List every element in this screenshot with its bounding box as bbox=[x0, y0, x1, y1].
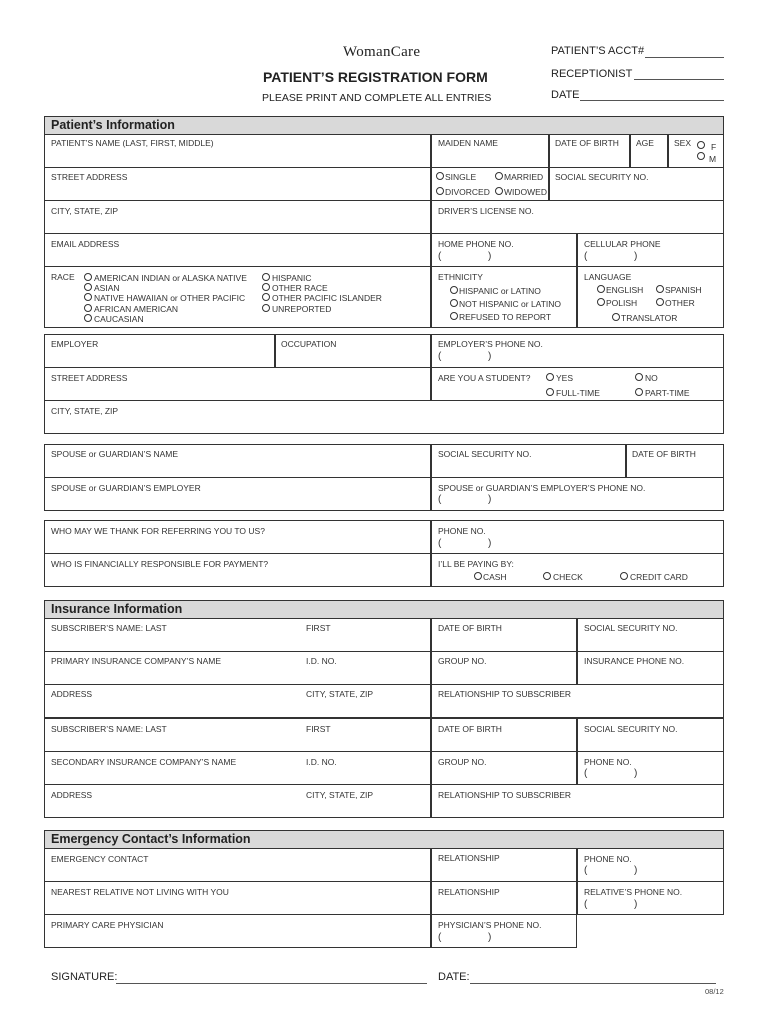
signature-label: SIGNATURE: bbox=[51, 971, 118, 983]
form-title: PATIENT’S REGISTRATION FORM bbox=[263, 69, 488, 85]
footer-date-line[interactable] bbox=[470, 983, 716, 984]
race-other-pacific-radio[interactable] bbox=[262, 293, 270, 301]
date-field[interactable] bbox=[580, 100, 724, 101]
ethnicity-option: REFUSED TO REPORT bbox=[459, 312, 552, 322]
form-version-code: 08/12 bbox=[705, 987, 724, 996]
student-yes-radio[interactable] bbox=[546, 373, 554, 381]
part-time-radio[interactable] bbox=[635, 388, 643, 396]
email-label: EMAIL ADDRESS bbox=[51, 239, 120, 249]
paying-by-label: I’LL BE PAYING BY: bbox=[438, 559, 514, 569]
ethnicity-hispanic-radio[interactable] bbox=[450, 286, 458, 294]
sex-m-radio[interactable] bbox=[697, 152, 705, 160]
subscriber-dob-label: DATE OF BIRTH bbox=[438, 623, 502, 633]
race-native-hawaiian-radio[interactable] bbox=[84, 293, 92, 301]
physician-label: PRIMARY CARE PHYSICIAN bbox=[51, 920, 164, 930]
check-label: CHECK bbox=[553, 572, 583, 582]
language-polish-radio[interactable] bbox=[597, 298, 605, 306]
employer-label: EMPLOYER bbox=[51, 339, 99, 349]
maiden-name-label: MAIDEN NAME bbox=[438, 138, 498, 148]
single-label: SINGLE bbox=[445, 172, 477, 182]
id-no-label: I.D. NO. bbox=[306, 656, 337, 666]
race-label: RACE bbox=[51, 272, 75, 282]
spouse-ssn-label: SOCIAL SECURITY NO. bbox=[438, 449, 532, 459]
language-translator-radio[interactable] bbox=[612, 313, 620, 321]
paren-close: ) bbox=[488, 932, 492, 943]
ethnicity-refused-radio[interactable] bbox=[450, 312, 458, 320]
language-label: LANGUAGE bbox=[584, 272, 632, 282]
referral-phone-label: PHONE NO. bbox=[438, 526, 486, 536]
sex-f-radio[interactable] bbox=[697, 141, 705, 149]
student-label: ARE YOU A STUDENT? bbox=[438, 373, 531, 383]
spouse-employer-label: SPOUSE or GUARDIAN’S EMPLOYER bbox=[51, 483, 201, 493]
employer-city-label: CITY, STATE, ZIP bbox=[51, 406, 119, 416]
race-option: ASIAN bbox=[94, 283, 120, 293]
ethnicity-option: NOT HISPANIC or LATINO bbox=[459, 299, 562, 309]
language-polish-label: POLISH bbox=[606, 298, 638, 308]
cell-phone-label: CELLULAR PHONE bbox=[584, 239, 661, 249]
race-african-american-radio[interactable] bbox=[84, 304, 92, 312]
paren-open: ( bbox=[438, 538, 442, 549]
relationship-label: RELATIONSHIP TO SUBSCRIBER bbox=[438, 790, 572, 800]
dob-label: DATE OF BIRTH bbox=[555, 138, 619, 148]
paren-open: ( bbox=[438, 932, 442, 943]
paren-open: ( bbox=[584, 768, 588, 779]
group-no-label: GROUP NO. bbox=[438, 757, 487, 767]
paren-open: ( bbox=[438, 351, 442, 362]
race-option: OTHER RACE bbox=[272, 283, 328, 293]
paren-close: ) bbox=[634, 251, 638, 262]
paren-close: ) bbox=[488, 538, 492, 549]
patient-section-heading: Patient’s Information bbox=[44, 116, 724, 135]
paren-close: ) bbox=[488, 251, 492, 262]
paren-open: ( bbox=[584, 865, 588, 876]
ethnicity-not-hispanic-radio[interactable] bbox=[450, 299, 458, 307]
address-label: ADDRESS bbox=[51, 790, 93, 800]
full-time-radio[interactable] bbox=[546, 388, 554, 396]
language-other-radio[interactable] bbox=[656, 298, 664, 306]
widowed-label: WIDOWED bbox=[504, 187, 547, 197]
receptionist-label: RECEPTIONIST bbox=[551, 68, 633, 80]
credit-card-label: CREDIT CARD bbox=[630, 572, 688, 582]
student-yes-label: YES bbox=[556, 373, 574, 383]
paren-close: ) bbox=[488, 351, 492, 362]
signature-line[interactable] bbox=[116, 983, 427, 984]
age-label: AGE bbox=[636, 138, 654, 148]
relative-phone-label: RELATIVE’S PHONE NO. bbox=[584, 887, 683, 897]
relationship-label: RELATIONSHIP bbox=[438, 853, 500, 863]
sex-f-label: F bbox=[711, 142, 717, 152]
race-unreported-radio[interactable] bbox=[262, 304, 270, 312]
footer-date-label: DATE: bbox=[438, 971, 470, 983]
subscriber-first-label: FIRST bbox=[306, 724, 331, 734]
receptionist-field[interactable] bbox=[634, 79, 724, 80]
subscriber-last-label: SUBSCRIBER’S NAME: LAST bbox=[51, 724, 167, 734]
cash-radio[interactable] bbox=[474, 572, 482, 580]
part-time-label: PART-TIME bbox=[645, 388, 690, 398]
license-label: DRIVER’S LICENSE NO. bbox=[438, 206, 534, 216]
check-radio[interactable] bbox=[543, 572, 551, 580]
emergency-section-heading: Emergency Contact’s Information bbox=[44, 830, 724, 849]
language-translator-label: TRANSLATOR bbox=[621, 313, 678, 323]
subscriber-last-label: SUBSCRIBER’S NAME: LAST bbox=[51, 623, 167, 633]
street-address-label: STREET ADDRESS bbox=[51, 172, 128, 182]
full-time-label: FULL-TIME bbox=[556, 388, 600, 398]
insurance-phone-label: INSURANCE PHONE NO. bbox=[584, 656, 685, 666]
secondary-company-label: SECONDARY INSURANCE COMPANY’S NAME bbox=[51, 757, 237, 767]
language-spanish-label: SPANISH bbox=[665, 285, 702, 295]
relationship-label: RELATIONSHIP TO SUBSCRIBER bbox=[438, 689, 572, 699]
language-spanish-radio[interactable] bbox=[656, 285, 664, 293]
paren-close: ) bbox=[634, 865, 638, 876]
student-no-radio[interactable] bbox=[635, 373, 643, 381]
race-option: CAUCASIAN bbox=[94, 314, 144, 324]
employer-street-label: STREET ADDRESS bbox=[51, 373, 128, 383]
divorced-radio[interactable] bbox=[436, 187, 444, 195]
city-state-zip-label: CITY, STATE, ZIP bbox=[51, 206, 119, 216]
spouse-employer-phone-label: SPOUSE or GUARDIAN’S EMPLOYER’S PHONE NO. bbox=[438, 483, 646, 493]
ethnicity-label: ETHNICITY bbox=[438, 272, 483, 282]
language-other-label: OTHER bbox=[665, 298, 695, 308]
race-hispanic-radio[interactable] bbox=[262, 273, 270, 281]
logo: WomanCare bbox=[343, 44, 421, 60]
ethnicity-option: HISPANIC or LATINO bbox=[459, 286, 541, 296]
sex-label: SEX bbox=[674, 138, 692, 148]
race-option: OTHER PACIFIC ISLANDER bbox=[272, 293, 382, 303]
race-option: AMERICAN INDIAN or ALASKA NATIVE bbox=[94, 273, 247, 283]
race-option: UNREPORTED bbox=[272, 304, 332, 314]
primary-company-label: PRIMARY INSURANCE COMPANY’S NAME bbox=[51, 656, 222, 666]
divorced-label: DIVORCED bbox=[445, 187, 490, 197]
subscriber-ssn-label: SOCIAL SECURITY NO. bbox=[584, 623, 678, 633]
ssn-label: SOCIAL SECURITY NO. bbox=[555, 172, 649, 182]
race-caucasian-radio[interactable] bbox=[84, 314, 92, 322]
race-option: HISPANIC bbox=[272, 273, 312, 283]
subscriber-dob-label: DATE OF BIRTH bbox=[438, 724, 502, 734]
phone-no-label: PHONE NO. bbox=[584, 757, 632, 767]
widowed-radio[interactable] bbox=[495, 187, 503, 195]
paren-close: ) bbox=[488, 494, 492, 505]
race-option: AFRICAN AMERICAN bbox=[94, 304, 179, 314]
student-no-label: NO bbox=[645, 373, 658, 383]
married-label: MARRIED bbox=[504, 172, 544, 182]
race-american-indian-radio[interactable] bbox=[84, 273, 92, 281]
occupation-label: OCCUPATION bbox=[281, 339, 337, 349]
language-english-label: ENGLISH bbox=[606, 285, 644, 295]
acct-label: PATIENT’S ACCT# bbox=[551, 45, 645, 57]
spouse-name-label: SPOUSE or GUARDIAN’S NAME bbox=[51, 449, 179, 459]
paren-close: ) bbox=[634, 768, 638, 779]
physician-phone-label: PHYSICIAN’S PHONE NO. bbox=[438, 920, 542, 930]
paren-open: ( bbox=[584, 251, 588, 262]
insurance-section-heading: Insurance Information bbox=[44, 600, 724, 619]
paren-open: ( bbox=[438, 251, 442, 262]
acct-field[interactable] bbox=[645, 57, 724, 58]
married-radio[interactable] bbox=[495, 172, 503, 180]
patient-name-label: PATIENT’S NAME (LAST, FIRST, MIDDLE) bbox=[51, 138, 214, 148]
language-english-radio[interactable] bbox=[597, 285, 605, 293]
financial-label: WHO IS FINANCIALLY RESPONSIBLE FOR PAYMENT? bbox=[51, 559, 269, 569]
city-state-zip-label: CITY, STATE, ZIP bbox=[306, 790, 374, 800]
group-no-label: GROUP NO. bbox=[438, 656, 487, 666]
nearest-relative-label: NEAREST RELATIVE NOT LIVING WITH YOU bbox=[51, 887, 229, 897]
paren-open: ( bbox=[584, 899, 588, 910]
cash-label: CASH bbox=[483, 572, 507, 582]
credit-card-radio[interactable] bbox=[620, 572, 628, 580]
date-label: DATE bbox=[551, 89, 580, 101]
address-label: ADDRESS bbox=[51, 689, 93, 699]
employer-city-field[interactable] bbox=[44, 400, 724, 434]
paren-close: ) bbox=[634, 899, 638, 910]
race-other-radio[interactable] bbox=[262, 283, 270, 291]
single-radio[interactable] bbox=[436, 172, 444, 180]
subscriber-ssn-label: SOCIAL SECURITY NO. bbox=[584, 724, 678, 734]
home-phone-label: HOME PHONE NO. bbox=[438, 239, 514, 249]
sex-m-label: M bbox=[709, 154, 717, 164]
spouse-dob-label: DATE OF BIRTH bbox=[632, 449, 696, 459]
city-state-zip-label: CITY, STATE, ZIP bbox=[306, 689, 374, 699]
relationship-label: RELATIONSHIP bbox=[438, 887, 500, 897]
subscriber-first-label: FIRST bbox=[306, 623, 331, 633]
emergency-contact-label: EMERGENCY CONTACT bbox=[51, 854, 149, 864]
employer-phone-label: EMPLOYER’S PHONE NO. bbox=[438, 339, 543, 349]
form-subtitle: PLEASE PRINT AND COMPLETE ALL ENTRIES bbox=[262, 92, 492, 104]
id-no-label: I.D. NO. bbox=[306, 757, 337, 767]
phone-no-label: PHONE NO. bbox=[584, 854, 632, 864]
referral-label: WHO MAY WE THANK FOR REFERRING YOU TO US? bbox=[51, 526, 265, 536]
race-option: NATIVE HAWAIIAN or OTHER PACIFIC bbox=[94, 293, 246, 303]
race-asian-radio[interactable] bbox=[84, 283, 92, 291]
paren-open: ( bbox=[438, 494, 442, 505]
